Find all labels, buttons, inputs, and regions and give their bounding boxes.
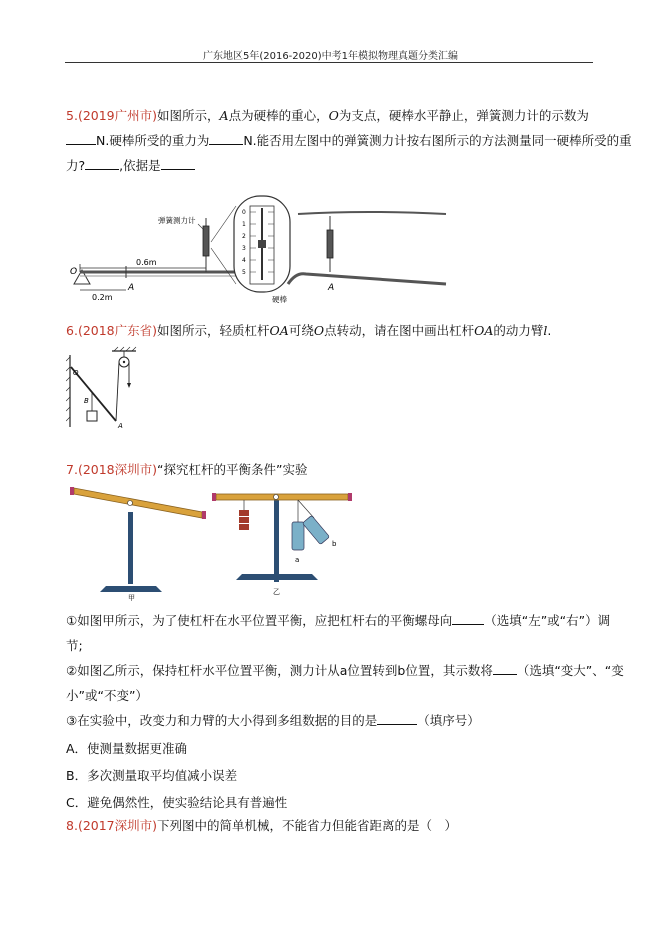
q7-text: b位置，其示数将: [397, 663, 493, 678]
scale-num: 0: [242, 209, 246, 216]
page-header: 广东地区5年(2016-2020)中考1年模拟物理真题分类汇编: [202, 51, 459, 62]
spring-scale-b: [302, 515, 329, 544]
label-dist-long: 0.6m: [136, 258, 157, 267]
q6-line1: [66, 322, 551, 340]
label-a2: A: [328, 283, 335, 293]
lever-jia: [74, 488, 202, 518]
q7-text: ②如图乙所示，保持杠杆水平位置平衡，测力计从: [66, 663, 340, 678]
q5-number: 5.: [66, 108, 78, 123]
scale-num: 2: [242, 233, 246, 240]
callout-line: [211, 248, 236, 284]
label-a: A: [118, 422, 123, 430]
q5-text: 力?: [66, 158, 86, 173]
q6-text: 如图所示，轻质杠杆: [157, 323, 270, 338]
q6-text: 点转动，请在图中画出杠杆: [324, 323, 475, 338]
q8-line1: [66, 817, 457, 835]
spring-scale-a: [292, 522, 304, 550]
weight-block: [87, 411, 97, 421]
scale-num: 1: [242, 221, 246, 228]
label-b: b: [332, 540, 337, 548]
q5-text: N.能否用左图中的弹簧测力计按右图所示的方法测量同一硬棒所受的重: [243, 133, 632, 148]
q6-figure: [66, 345, 146, 430]
header-rule: [65, 62, 593, 63]
q8-text: 下列图中的简单机械，不能省力但能省距离的是（ ）: [157, 818, 458, 833]
q7-step2-cont: [66, 687, 148, 705]
nut-right-yi: [348, 493, 352, 501]
q6-text: .: [547, 323, 552, 338]
q7-source: (2018深圳市): [77, 462, 158, 477]
q7-option-c[interactable]: [66, 794, 287, 812]
q5-text: N.硬棒所受的重力为: [96, 133, 210, 148]
q6-var: OA: [474, 323, 494, 338]
q7-text: （选填“左”或“右”）调: [484, 613, 611, 628]
q5-text: ,依据是: [119, 158, 161, 173]
q7-blank-purpose[interactable]: [377, 712, 417, 725]
q7-option-text: A．使测量数据更准确: [66, 741, 188, 756]
q7-option-text: C．避免偶然性，使实验结论具有普遍性: [66, 795, 288, 810]
q7-text: 节;: [66, 638, 83, 653]
q5-blank-gravity[interactable]: [209, 132, 243, 145]
rope: [116, 362, 119, 421]
q5-text: 如图所示，: [157, 108, 220, 123]
force-arrow: [127, 383, 131, 388]
hanging-weights: [239, 510, 249, 530]
label-jia: 甲: [128, 594, 135, 602]
pulley-center: [123, 361, 125, 363]
q5-var-o: O: [328, 108, 339, 123]
nut-left-jia: [70, 487, 74, 495]
ceiling-hatch: [114, 347, 136, 351]
label-a: A: [128, 283, 135, 293]
nut-right-jia: [202, 511, 206, 519]
q8-source: (2017深圳市): [77, 818, 158, 833]
q7-blank-direction[interactable]: [452, 612, 484, 625]
q7-text: （选填“变大”、“变: [516, 663, 624, 678]
scale-num: 5: [242, 269, 246, 276]
nut-left-yi: [212, 493, 216, 501]
q5-text: 为支点，硬棒水平静止，弹簧测力计的示数为: [338, 108, 589, 123]
spring-scale: [203, 226, 209, 256]
q6-source: (2018广东省): [77, 323, 158, 338]
q5-source: (2019广州市): [77, 108, 158, 123]
q5-line3: [66, 157, 195, 175]
q7-text: ①如图甲所示，为了使杠杆在水平位置平衡，应把杠杆右的平衡螺母向: [66, 613, 453, 628]
q5-figure: [66, 188, 451, 306]
q6-var: O: [313, 323, 325, 338]
q5-text: 点为硬棒的重心，: [228, 108, 329, 123]
q7-figure: [66, 482, 366, 602]
scale-num: 4: [242, 257, 246, 264]
q7-number: 7.: [66, 462, 78, 477]
q5-line1: [66, 107, 589, 125]
q6-var: l: [543, 323, 548, 338]
q7-option-b[interactable]: [66, 767, 237, 785]
q7-step1-cont: [66, 637, 83, 655]
q7-line1: [66, 461, 307, 479]
q5-line2: [66, 132, 632, 150]
lever-yi-pivot: [274, 495, 279, 500]
q7-text: 小”或“不变”）: [66, 688, 148, 703]
label-a: a: [295, 556, 300, 564]
q7-text: a位置转到: [339, 663, 398, 678]
q7-text: （填序号）: [417, 713, 480, 728]
q8-number: 8.: [66, 818, 78, 833]
label-spring: 弹簧测力计: [158, 216, 196, 225]
q7-blank-reading[interactable]: [493, 662, 517, 675]
label-b: B: [84, 397, 89, 405]
scale-pointer: [258, 240, 266, 248]
label-o: O: [73, 369, 79, 377]
q5-blank-can[interactable]: [85, 157, 119, 170]
q6-var: OA: [269, 323, 289, 338]
q7-option-text: B．多次测量取平均值减小误差: [66, 768, 238, 783]
q7-title: “探究杠杆的平衡条件”实验: [157, 462, 308, 477]
rod-right: [288, 274, 446, 284]
q6-text: 可绕: [288, 323, 314, 338]
stand-yi-base: [236, 574, 318, 580]
q5-blank-reason[interactable]: [161, 157, 195, 170]
lever-yi: [216, 494, 348, 500]
callout-line: [211, 206, 236, 242]
q6-text: 的动力臂: [493, 323, 544, 338]
lever-jia-pivot: [128, 501, 133, 506]
q7-step2: [66, 662, 624, 680]
q7-step1: [66, 612, 610, 630]
scale-num: 3: [242, 245, 246, 252]
ceiling-right: [298, 212, 446, 214]
q7-option-a[interactable]: [66, 740, 187, 758]
q7-text: ③在实验中，改变力和力臂的大小得到多组数据的目的是: [66, 713, 378, 728]
label-rod: 硬棒: [272, 295, 287, 304]
stand-jia-pole: [128, 512, 133, 584]
spring-scale-right: [327, 230, 333, 258]
label-yi: 乙: [273, 588, 280, 596]
q5-blank-reading[interactable]: [66, 132, 96, 145]
stand-jia-base: [100, 586, 162, 592]
label-dist-short: 0.2m: [92, 293, 113, 302]
stand-yi-pole: [274, 500, 279, 582]
label-o: O: [70, 267, 78, 277]
q7-step3: [66, 712, 480, 730]
q6-number: 6.: [66, 323, 78, 338]
scale-b-string: [298, 500, 314, 518]
q5-var-a: A: [219, 108, 229, 123]
